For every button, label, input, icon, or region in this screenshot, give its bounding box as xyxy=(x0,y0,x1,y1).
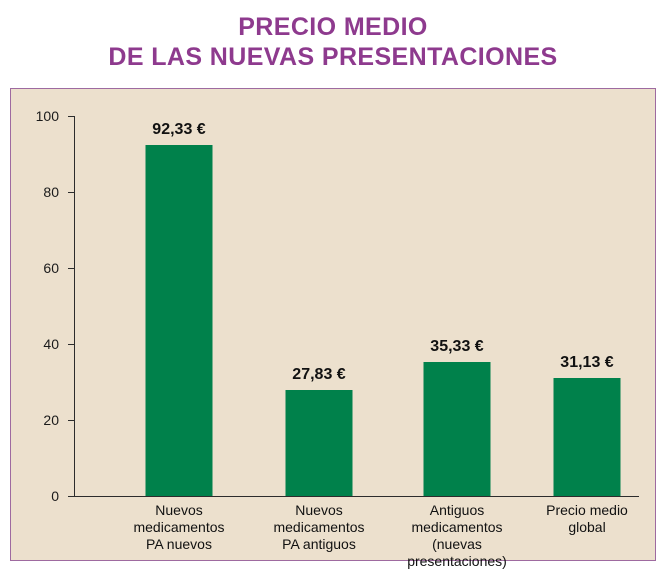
y-tick-label-60: 60 xyxy=(43,260,59,276)
bar-nuevos-medicamentos-pa-antiguos[interactable] xyxy=(286,390,353,496)
category-label-1 xyxy=(104,502,254,553)
bar-group-1 xyxy=(114,116,244,552)
chart-title xyxy=(0,12,666,72)
category-label-2 xyxy=(244,502,394,553)
y-tick-label-20: 20 xyxy=(43,412,59,428)
bar-value-1: 92,33 € xyxy=(152,121,206,138)
category-label-2-line2: medicamentos xyxy=(273,519,365,535)
bar-group-4 xyxy=(522,116,652,535)
category-label-3-line3: (nuevas xyxy=(432,536,482,552)
y-tick-0 xyxy=(51,488,74,504)
bar-antiguos-medicamentos-nuevas-presentaciones[interactable] xyxy=(424,362,491,496)
bar-value-4: 31,13 € xyxy=(560,354,614,371)
chart-panel xyxy=(10,88,656,569)
category-label-2-line3: PA antiguos xyxy=(282,536,356,552)
y-tick-label-40: 40 xyxy=(43,336,59,352)
chart-title-line-1: PRECIO MEDIO xyxy=(238,13,428,41)
category-label-3 xyxy=(382,502,532,570)
y-tick-label-80: 80 xyxy=(43,184,59,200)
category-label-4-line1: Precio medio xyxy=(546,502,628,518)
category-label-3-line2: medicamentos xyxy=(411,519,503,535)
bar-group-3 xyxy=(392,116,522,569)
bar-value-3: 35,33 € xyxy=(430,338,484,355)
y-tick-label-0: 0 xyxy=(51,488,59,504)
category-label-3-line4: presentaciones) xyxy=(407,553,507,569)
category-label-4 xyxy=(512,502,662,536)
plot-area xyxy=(35,108,639,569)
category-label-1-line3: PA nuevos xyxy=(146,536,212,552)
category-label-1-line2: medicamentos xyxy=(133,519,225,535)
bar-precio-medio-global[interactable] xyxy=(554,378,621,496)
category-label-2-line1: Nuevos xyxy=(295,502,343,518)
y-tick-label-100: 100 xyxy=(35,108,59,124)
bar-series xyxy=(74,116,639,569)
chart-title-line-2: DE LAS NUEVAS PRESENTACIONES xyxy=(108,43,558,71)
category-label-3-line1: Antiguos xyxy=(429,502,485,518)
bar-group-2 xyxy=(254,116,384,552)
bar-nuevos-medicamentos-pa-nuevos[interactable] xyxy=(146,145,213,496)
bar-value-2: 27,83 € xyxy=(292,366,346,383)
x-axis-line xyxy=(74,496,639,497)
category-label-1-line1: Nuevos xyxy=(155,502,203,518)
category-label-4-line2: global xyxy=(568,519,606,535)
